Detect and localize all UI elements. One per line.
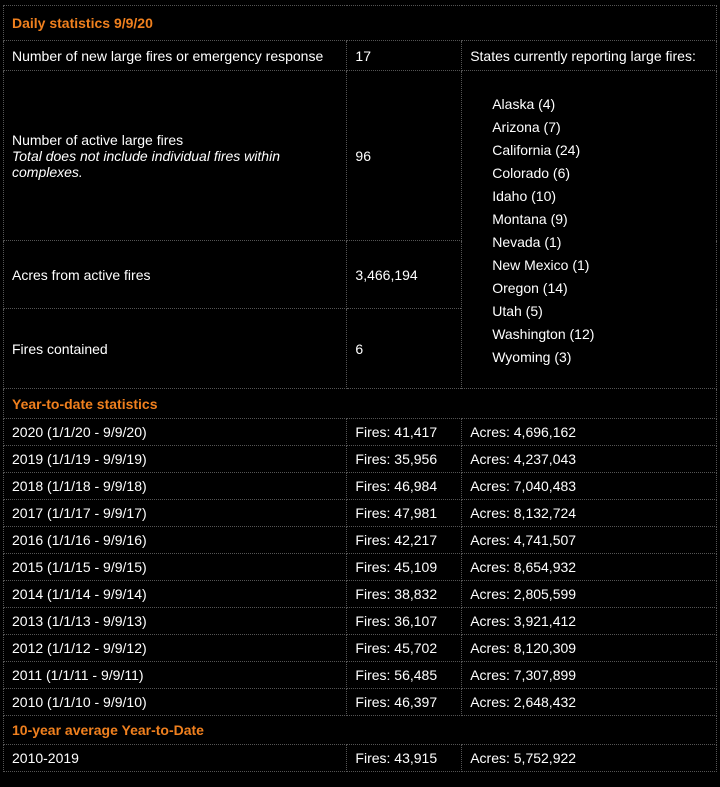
ytd-row: [4, 527, 717, 554]
ytd-acres: Acres: 8,654,932: [462, 554, 717, 581]
state-item: California (24): [492, 142, 581, 158]
ytd-period: 2015 (1/1/15 - 9/9/15): [4, 554, 347, 581]
state-item: Nevada (1): [492, 234, 562, 250]
ytd-fires: Fires: 42,217: [347, 527, 462, 554]
new-fires-value: 17: [347, 41, 462, 71]
ytd-acres: Acres: 7,307,899: [462, 662, 717, 689]
ytd-period: 2014 (1/1/14 - 9/9/14): [4, 581, 347, 608]
ytd-acres: Acres: 4,696,162: [462, 419, 717, 446]
states-cell: [462, 71, 717, 389]
ytd-period: 2018 (1/1/18 - 9/9/18): [4, 473, 347, 500]
state-item: Alaska (4): [492, 96, 556, 112]
ytd-fires: Fires: 41,417: [347, 419, 462, 446]
ytd-acres: Acres: 2,805,599: [462, 581, 717, 608]
ytd-row: [4, 662, 717, 689]
ytd-fires: Fires: 38,832: [347, 581, 462, 608]
avg-period: 2010-2019: [4, 745, 347, 772]
state-item: Idaho (10): [492, 188, 557, 204]
ytd-period: 2013 (1/1/13 - 9/9/13): [4, 608, 347, 635]
ytd-fires: Fires: 45,109: [347, 554, 462, 581]
ytd-fires: Fires: 46,397: [347, 689, 462, 716]
contained-label: Fires contained: [4, 309, 347, 389]
ytd-row: [4, 446, 717, 473]
ytd-acres: Acres: 2,648,432: [462, 689, 717, 716]
states-list: [470, 93, 708, 369]
ytd-acres: Acres: 8,132,724: [462, 500, 717, 527]
ytd-row: [4, 608, 717, 635]
avg-heading: 10-year average Year-to-Date: [4, 716, 717, 745]
state-item: New Mexico (1): [492, 257, 590, 273]
ytd-row: [4, 581, 717, 608]
ytd-acres: Acres: 4,237,043: [462, 446, 717, 473]
ytd-row: [4, 500, 717, 527]
ytd-heading: Year-to-date statistics: [4, 389, 717, 419]
acres-value: 3,466,194: [347, 241, 462, 309]
acres-label: Acres from active fires: [4, 241, 347, 309]
state-item: Arizona (7): [492, 119, 561, 135]
ytd-acres: Acres: 4,741,507: [462, 527, 717, 554]
daily-statistics-heading: Daily statistics 9/9/20: [4, 6, 717, 41]
ytd-acres: Acres: 8,120,309: [462, 635, 717, 662]
active-fires-note: Total does not include individual fires within complexes.: [12, 147, 280, 180]
contained-value: 6: [347, 309, 462, 389]
avg-fires: Fires: 43,915: [347, 745, 462, 772]
ytd-fires: Fires: 47,981: [347, 500, 462, 527]
state-item: Wyoming (3): [492, 349, 572, 365]
ytd-acres: Acres: 7,040,483: [462, 473, 717, 500]
state-item: Washington (12): [492, 326, 595, 342]
ytd-fires: Fires: 56,485: [347, 662, 462, 689]
ytd-row: [4, 554, 717, 581]
ytd-period: 2019 (1/1/19 - 9/9/19): [4, 446, 347, 473]
ytd-acres: Acres: 3,921,412: [462, 608, 717, 635]
fire-statistics-table: [3, 5, 717, 772]
active-fires-value: 96: [347, 71, 462, 241]
ytd-period: 2012 (1/1/12 - 9/9/12): [4, 635, 347, 662]
ytd-period: 2017 (1/1/17 - 9/9/17): [4, 500, 347, 527]
states-heading: States currently reporting large fires:: [462, 41, 717, 71]
ytd-row: [4, 689, 717, 716]
ytd-period: 2011 (1/1/11 - 9/9/11): [4, 662, 347, 689]
active-fires-label: Number of active large fires: [12, 131, 184, 148]
ytd-row: [4, 419, 717, 446]
active-fires-cell: [4, 71, 347, 241]
ytd-row: [4, 473, 717, 500]
state-item: Oregon (14): [492, 280, 568, 296]
ytd-period: 2016 (1/1/16 - 9/9/16): [4, 527, 347, 554]
state-item: Colorado (6): [492, 165, 571, 181]
ytd-fires: Fires: 36,107: [347, 608, 462, 635]
ytd-period: 2010 (1/1/10 - 9/9/10): [4, 689, 347, 716]
ytd-fires: Fires: 45,702: [347, 635, 462, 662]
state-item: Utah (5): [492, 303, 543, 319]
ytd-fires: Fires: 46,984: [347, 473, 462, 500]
state-item: Montana (9): [492, 211, 568, 227]
new-fires-label: Number of new large fires or emergency response: [4, 41, 347, 71]
avg-acres: Acres: 5,752,922: [462, 745, 717, 772]
ytd-fires: Fires: 35,956: [347, 446, 462, 473]
ytd-row: [4, 635, 717, 662]
ytd-period: 2020 (1/1/20 - 9/9/20): [4, 419, 347, 446]
